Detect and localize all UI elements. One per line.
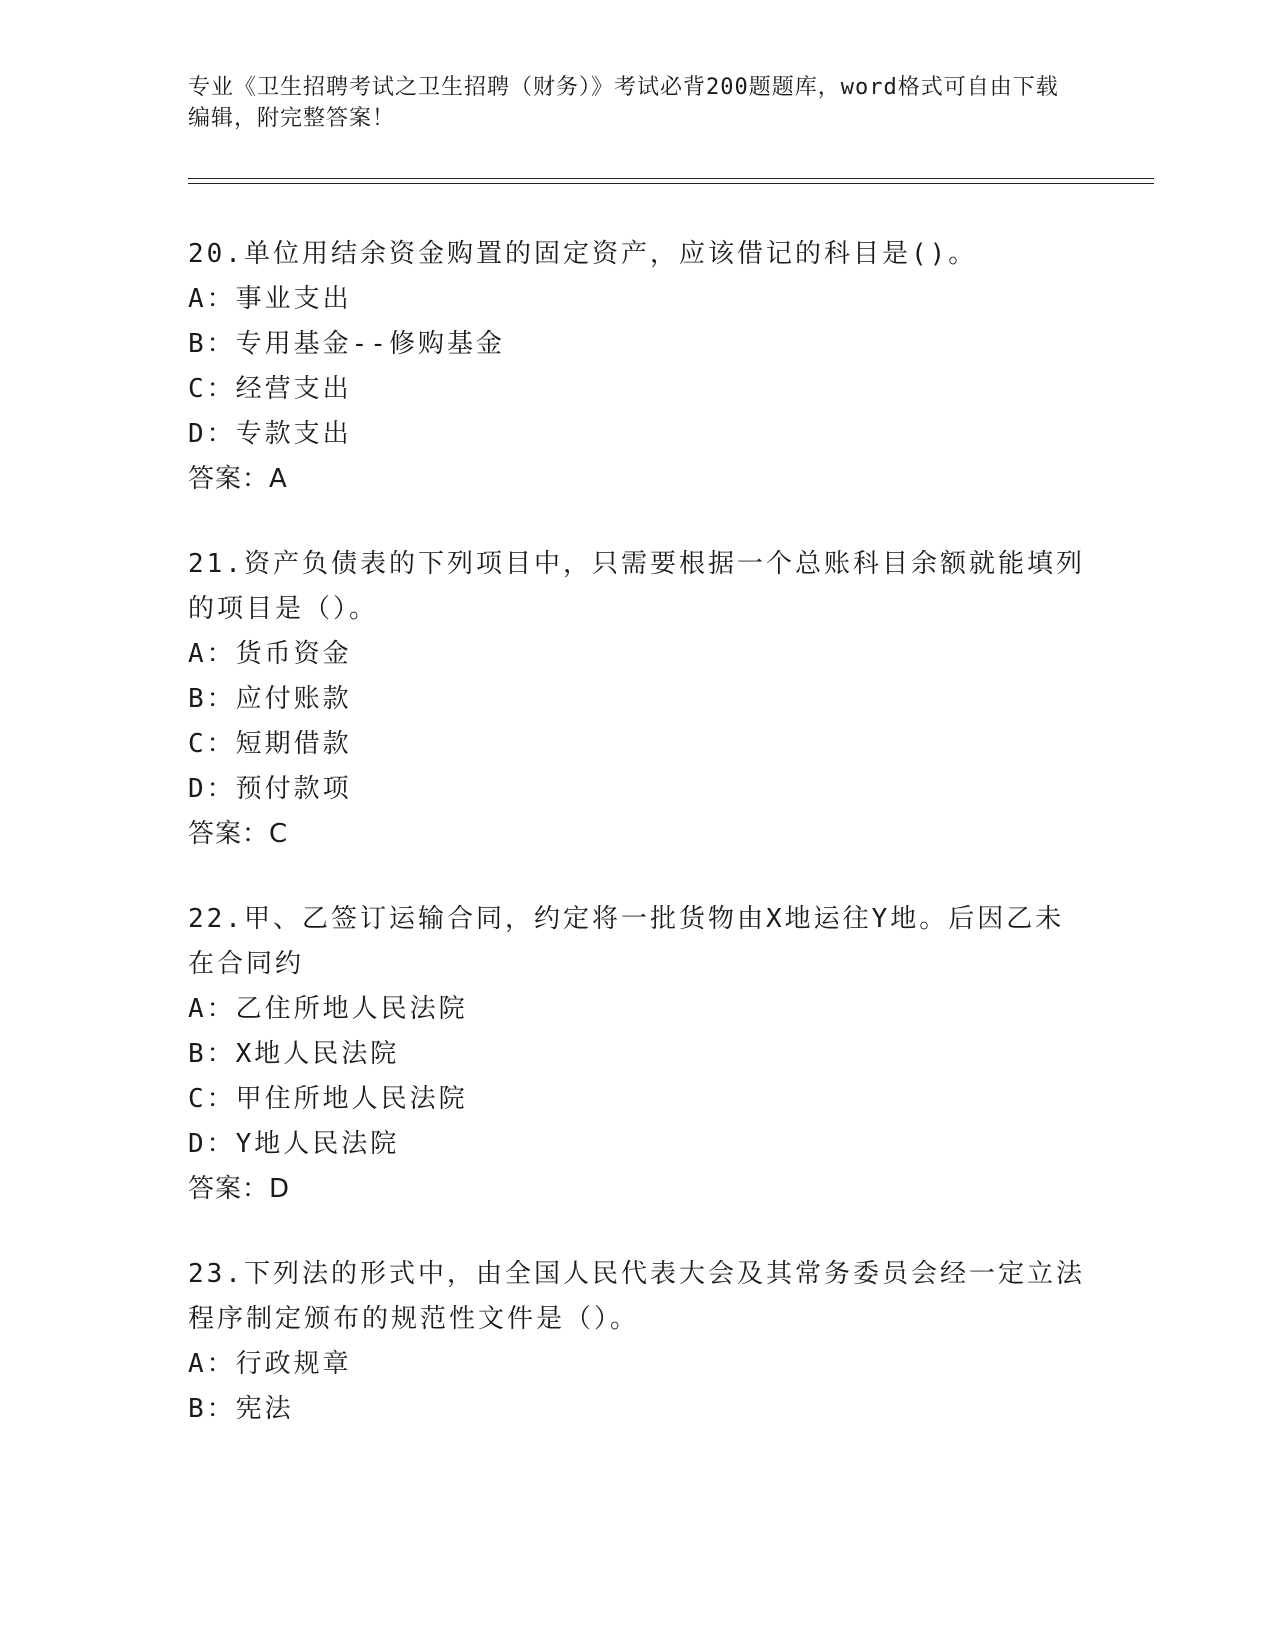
question-stem: 22.甲、乙签订运输合同，约定将一批货物由X地运往Y地。后因乙未在合同约 [188, 904, 1065, 979]
answer-line: 答案：D [188, 1174, 291, 1204]
option-a: A：行政规章 [188, 1349, 352, 1379]
option-b: B：宪法 [188, 1394, 294, 1424]
option-d: D：预付款项 [188, 774, 352, 804]
question-item [188, 897, 1088, 1212]
header-divider-top [188, 178, 1154, 179]
option-a: A：事业支出 [188, 284, 352, 314]
document-header: 专业《卫生招聘考试之卫生招聘（财务）》考试必背200题题库，word格式可自由下载编辑，附完整答案！ [188, 75, 1059, 131]
option-b: B：应付账款 [188, 684, 352, 714]
option-d: D：专款支出 [188, 419, 352, 449]
option-b: B：X地人民法院 [188, 1039, 400, 1069]
question-stem: 20.单位用结余资金购置的固定资产，应该借记的科目是()。 [188, 239, 978, 269]
answer-line: 答案：C [188, 819, 289, 849]
answer-line: 答案：A [188, 464, 288, 494]
option-d: D：Y地人民法院 [188, 1129, 400, 1159]
question-item [188, 1252, 1088, 1432]
option-c: C：甲住所地人民法院 [188, 1084, 468, 1114]
option-c: C：短期借款 [188, 729, 352, 759]
question-item [188, 542, 1088, 857]
question-stem: 23.下列法的形式中，由全国人民代表大会及其常务委员会经一定立法程序制定颁布的规范性文件是（）。 [188, 1259, 1085, 1334]
option-b: B：专用基金--修购基金 [188, 329, 505, 359]
option-a: A：乙住所地人民法院 [188, 994, 468, 1024]
question-item [188, 232, 1088, 502]
option-a: A：货币资金 [188, 639, 352, 669]
option-c: C：经营支出 [188, 374, 352, 404]
header-divider-bottom [188, 183, 1154, 184]
question-list [188, 232, 1088, 1472]
question-stem: 21.资产负债表的下列项目中，只需要根据一个总账科目余额就能填列的项目是（）。 [188, 549, 1085, 624]
